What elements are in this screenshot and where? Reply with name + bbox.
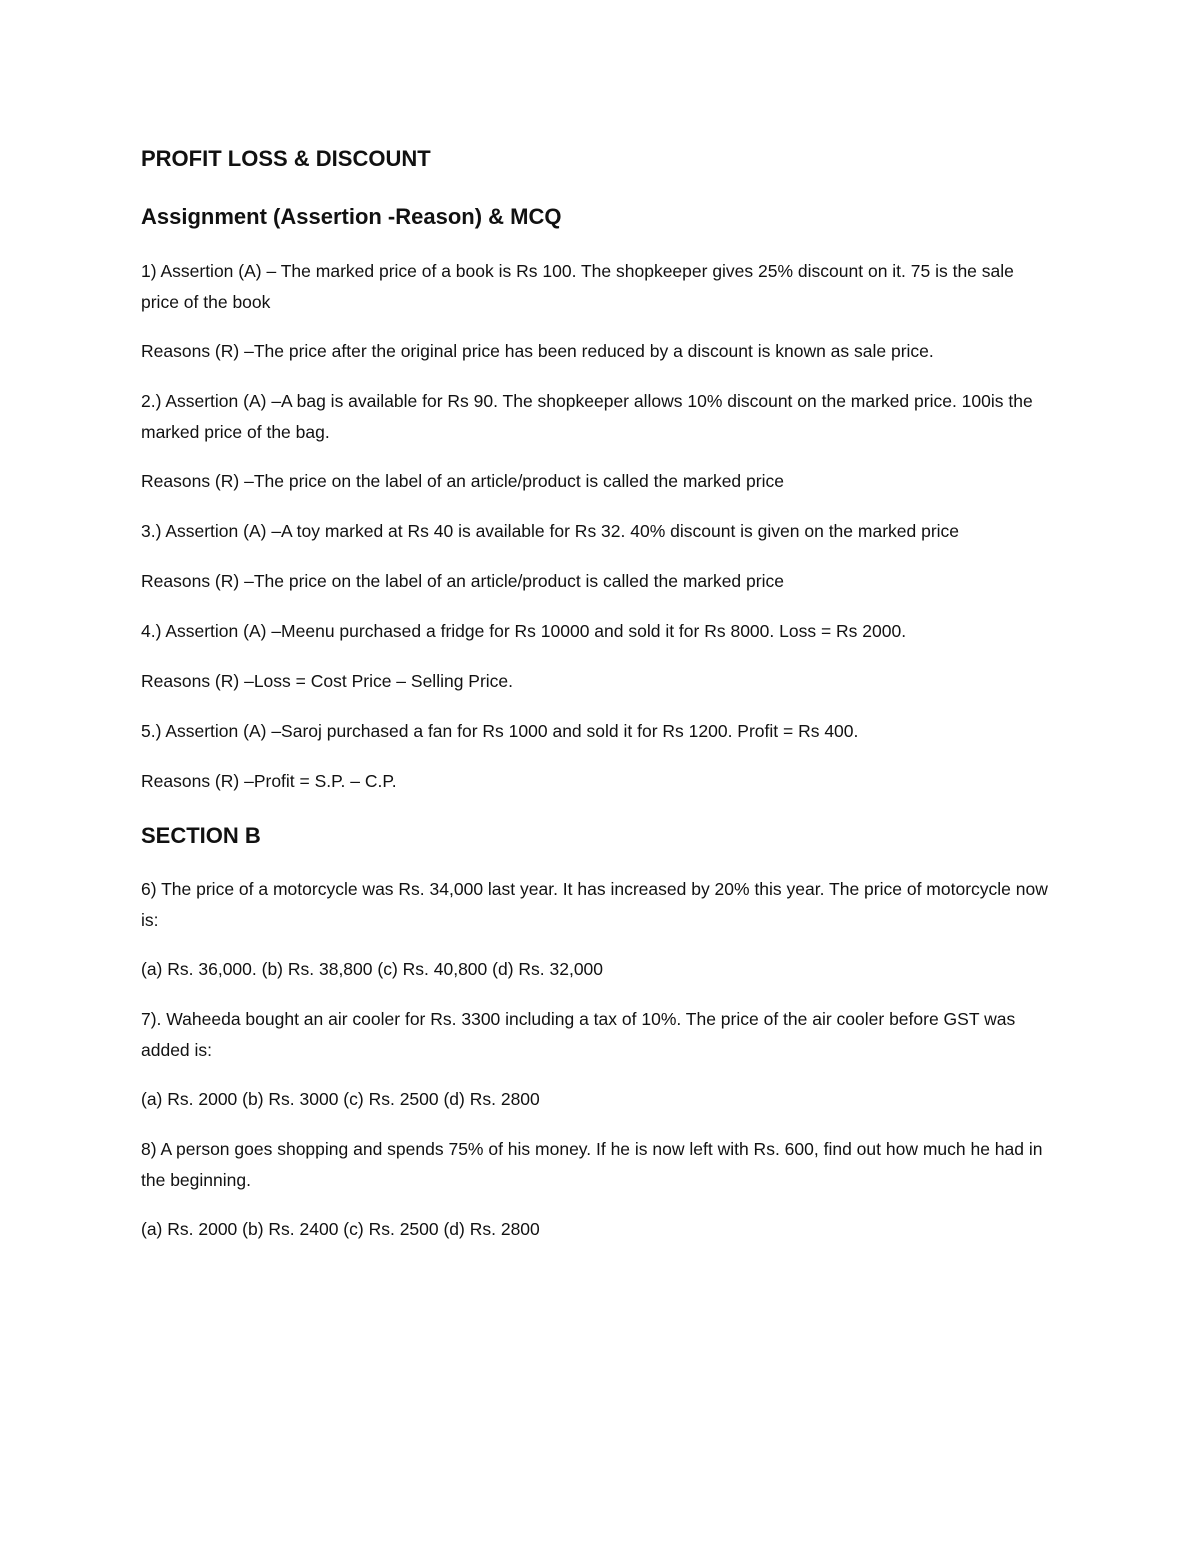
assertion-4: 4.) Assertion (A) –Meenu purchased a fridge for Rs 10000 and sold it for Rs 8000. Loss = Rs 2000. [141,621,907,641]
question-6: 6) The price of a motorcycle was Rs. 34,000 last year. It has increased by 20% this year. The price of motorcycle now is: [141,879,1048,930]
assertion-3: 3.) Assertion (A) –A toy marked at Rs 40 is available for Rs 32. 40% discount is given on the marked price [141,521,960,541]
reason-4: Reasons (R) –Loss = Cost Price – Selling Price. [141,671,514,691]
section-b-heading: SECTION B [141,823,261,848]
reason-3: Reasons (R) –The price on the label of an article/product is called the marked price [141,571,784,591]
assertion-5: 5.) Assertion (A) –Saroj purchased a fan for Rs 1000 and sold it for Rs 1200. Profit = Rs 400. [141,721,859,741]
reason-2: Reasons (R) –The price on the label of an article/product is called the marked price [141,471,784,491]
document-title: PROFIT LOSS & DISCOUNT [141,146,431,171]
assertion-1: 1) Assertion (A) – The marked price of a book is Rs 100. The shopkeeper gives 25% discount on it. 75 is the sale price of the book [141,261,1014,312]
reason-1: Reasons (R) –The price after the original price has been reduced by a discount is known as sale price. [141,341,934,361]
options-8: (a) Rs. 2000 (b) Rs. 2400 (c) Rs. 2500 (d) Rs. 2800 [141,1219,540,1239]
reason-5: Reasons (R) –Profit = S.P. – C.P. [141,771,397,791]
document-subtitle: Assignment (Assertion -Reason) & MCQ [141,204,562,229]
question-8: 8) A person goes shopping and spends 75% of his money. If he is now left with Rs. 600, find out how much he had in the beginning. [141,1139,1043,1190]
options-6: (a) Rs. 36,000. (b) Rs. 38,800 (c) Rs. 40,800 (d) Rs. 32,000 [141,959,604,979]
options-7: (a) Rs. 2000 (b) Rs. 3000 (c) Rs. 2500 (d) Rs. 2800 [141,1089,540,1109]
assertion-2: 2.) Assertion (A) –A bag is available for Rs 90. The shopkeeper allows 10% discount on the marked price. 100is the marked price of the bag. [141,391,1033,442]
question-7: 7). Waheeda bought an air cooler for Rs. 3300 including a tax of 10%. The price of the air cooler before GST was added is: [141,1009,1016,1060]
